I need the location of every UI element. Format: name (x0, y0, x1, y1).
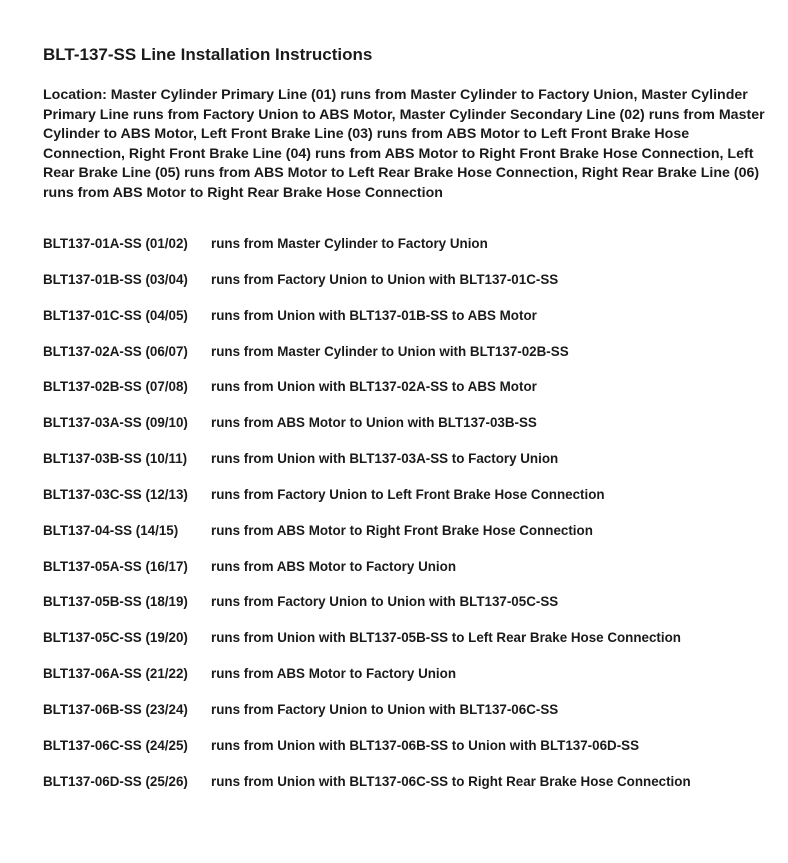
line-row (43, 415, 773, 451)
line-row (43, 308, 773, 344)
line-row (43, 774, 773, 810)
line-route: runs from Factory Union to Union with BLT137-05C-SS (211, 594, 559, 610)
line-route: runs from Master Cylinder to Factory Union (211, 236, 488, 251)
line-part-number: BLT137-03B-SS (10/11) (43, 451, 188, 467)
line-route: runs from Union with BLT137-06C-SS to Right Rear Brake Hose Connection (211, 773, 691, 789)
line-route: runs from Union with BLT137-05B-SS to Left Rear Brake Hose Connection (211, 630, 681, 646)
line-row (43, 236, 773, 272)
line-part-number: BLT137-02B-SS (07/08) (43, 379, 188, 395)
line-part-number: BLT137-02A-SS (06/07) (43, 343, 188, 359)
line-route: runs from Master Cylinder to Union with BLT137-02B-SS (211, 343, 569, 359)
line-row (43, 630, 773, 666)
line-route: runs from Union with BLT137-01B-SS to ABS Motor (211, 307, 537, 323)
line-row (43, 451, 773, 487)
line-row (43, 272, 773, 308)
line-route: runs from Factory Union to Union with BLT137-06C-SS (211, 701, 559, 717)
line-row (43, 738, 773, 774)
line-part-number: BLT137-03C-SS (12/13) (43, 486, 188, 502)
line-part-number: BLT137-05B-SS (18/19) (43, 594, 188, 610)
line-route: runs from Factory Union to Union with BLT137-01C-SS (211, 271, 559, 287)
line-row (43, 487, 773, 523)
line-row (43, 379, 773, 415)
line-part-number: BLT137-03A-SS (09/10) (43, 415, 188, 431)
line-part-number: BLT137-04-SS (14/15) (43, 522, 179, 538)
line-row (43, 666, 773, 702)
line-row (43, 523, 773, 559)
location-description: Location: Master Cylinder Primary Line (01) runs from Master Cylinder to Factory Union, Master Cylinder Primary Line runs from Factory Union to ABS Motor, Master Cylinder Secondary Line (02) runs from Master Cylinder to ABS Motor, Left Front Brake Line (03) runs from ABS Motor to Left Front Brake Hose Connection, Right Front Brake Line (04) runs from ABS Motor to Right Front Brake Hose Connection, Left Rear Brake Line (05) runs from ABS Motor to Left Rear Brake Hose Connection, Right Rear Brake Line (06) runs from ABS Motor to Right Rear Brake Hose Connection (43, 87, 765, 201)
line-row (43, 559, 773, 595)
line-route: runs from Union with BLT137-03A-SS to Factory Union (211, 451, 559, 467)
line-part-number: BLT137-06D-SS (25/26) (43, 773, 188, 789)
line-route: runs from ABS Motor to Factory Union (211, 558, 456, 574)
line-route: runs from ABS Motor to Right Front Brake Hose Connection (211, 522, 593, 538)
line-route: runs from Union with BLT137-02A-SS to ABS Motor (211, 379, 537, 395)
line-part-number: BLT137-01C-SS (04/05) (43, 307, 188, 323)
line-list (43, 236, 773, 810)
line-part-number: BLT137-05A-SS (16/17) (43, 558, 188, 574)
line-part-number: BLT137-01A-SS (01/02) (43, 236, 188, 251)
line-row (43, 702, 773, 738)
line-row (43, 344, 773, 380)
document-title: BLT-137-SS Line Installation Instructions (43, 45, 373, 64)
line-row (43, 594, 773, 630)
line-part-number: BLT137-06C-SS (24/25) (43, 737, 188, 753)
line-route: runs from ABS Motor to Factory Union (211, 666, 456, 682)
line-part-number: BLT137-06A-SS (21/22) (43, 666, 188, 682)
line-route: runs from Union with BLT137-06B-SS to Union with BLT137-06D-SS (211, 737, 640, 753)
line-route: runs from Factory Union to Left Front Brake Hose Connection (211, 486, 605, 502)
line-route: runs from ABS Motor to Union with BLT137-03B-SS (211, 415, 537, 431)
line-part-number: BLT137-05C-SS (19/20) (43, 630, 188, 646)
line-part-number: BLT137-01B-SS (03/04) (43, 271, 188, 287)
line-part-number: BLT137-06B-SS (23/24) (43, 701, 188, 717)
